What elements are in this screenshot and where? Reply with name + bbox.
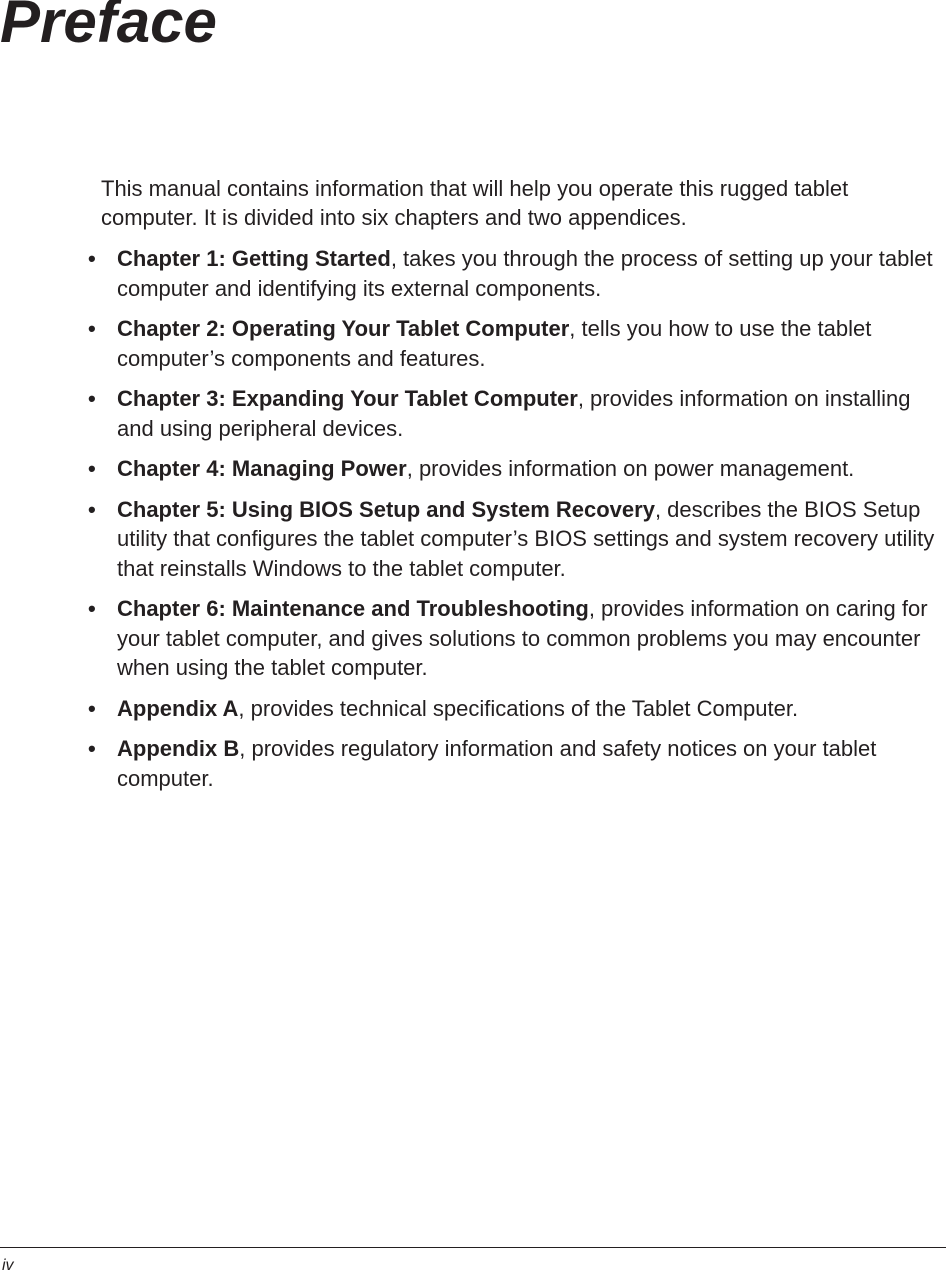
chapter-title: Chapter 6: Maintenance and Troubleshooting	[117, 596, 589, 621]
list-item	[88, 594, 938, 683]
list-item	[88, 244, 938, 303]
bullet-icon: •	[88, 695, 96, 721]
footer-divider	[0, 1247, 946, 1248]
page-number: iv	[2, 1257, 14, 1274]
appendix-description: , provides regulatory information and safety notices on your tablet computer.	[117, 736, 877, 791]
appendix-description: , provides technical specifications of the Tablet Computer.	[238, 695, 799, 721]
appendix-title: Appendix A	[117, 695, 239, 721]
chapter-title: Chapter 1: Getting Started	[117, 246, 391, 271]
list-item	[88, 314, 938, 373]
bullet-icon: •	[88, 736, 96, 761]
chapter-description: , provides information on power management.	[406, 456, 855, 481]
chapter-description: , provides information on installing and using peripheral devices.	[117, 386, 911, 441]
bullet-icon: •	[88, 596, 96, 621]
chapter-title: Chapter 5: Using BIOS Setup and System Recovery	[117, 496, 655, 522]
appendix-title: Appendix B	[117, 736, 240, 761]
bullet-icon: •	[88, 456, 96, 481]
list-item	[88, 495, 938, 584]
list-item	[88, 384, 938, 443]
bullet-icon: •	[88, 316, 96, 341]
chapter-description: , tells you how to use the tablet computer’s components and features.	[117, 316, 872, 371]
bullet-icon: •	[88, 386, 96, 411]
chapter-description: , describes the BIOS Setup utility that configures the tablet computer’s BIOS settings and system recovery utility that reinstalls Windows to the tablet computer.	[117, 496, 935, 581]
chapter-title: Chapter 4: Managing Power	[117, 456, 407, 481]
intro-paragraph: This manual contains information that will help you operate this rugged tablet computer. It is divided into six chapters and two appendices.	[101, 176, 849, 230]
chapter-list	[88, 244, 938, 804]
chapter-description: , provides information on caring for your tablet computer, and gives solutions to common problems you may encounter when using the tablet computer.	[117, 596, 928, 680]
bullet-icon: •	[88, 496, 96, 522]
list-item	[88, 454, 938, 484]
chapter-description: , takes you through the process of setting up your tablet computer and identifying its external components.	[117, 246, 933, 301]
list-item	[88, 734, 938, 793]
page-title: Preface	[0, 0, 217, 55]
bullet-icon: •	[88, 246, 96, 271]
chapter-title: Chapter 3: Expanding Your Tablet Computer	[117, 386, 578, 411]
list-item	[88, 694, 938, 724]
chapter-title: Chapter 2: Operating Your Tablet Computer	[117, 316, 570, 341]
